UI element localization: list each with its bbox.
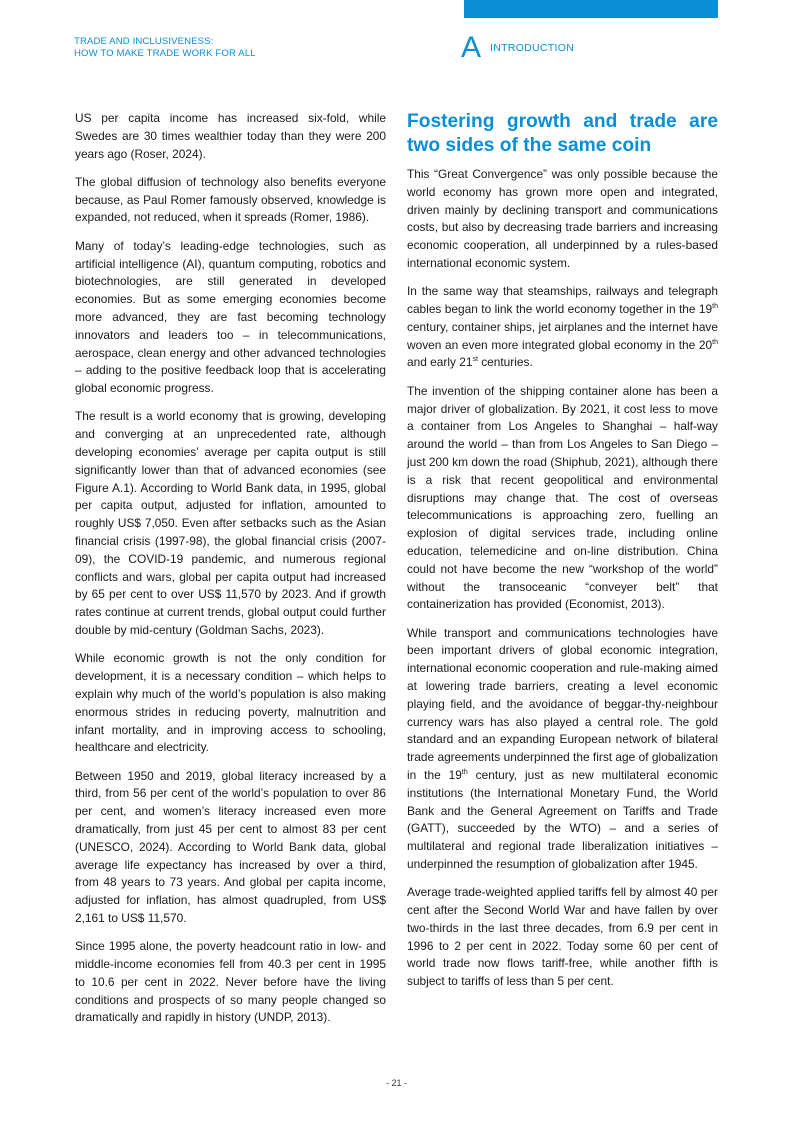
paragraph: The global diffusion of technology also benefits everyone because, as Paul Romer famously observed, knowledge is expanded, not reduced, when it spreads (Romer, 1986). (75, 174, 386, 225)
paragraph: The invention of the shipping container alone has been a major driver of globalization. By 2021, it cost less to move a container from Los Angeles to Shanghai – half-way around the world – than from Los Angeles to San Diego – just 200 km down the road (Shiphub, 2021), although there is a risk that recent geopolitical and environmental disruptions may change that. The cost of overseas telecommunications is approaching zero, fuelling an explosion of digital services trade, including online education, telemedicine and on-line distribution. China could not have become the new “workshop of the world” without the transoceanic “conveyer belt” that containerization has provided (Economist, 2013). (407, 383, 718, 612)
paragraph: Many of today’s leading-edge technologies, such as artificial intelligence (AI), quantum computing, robotics and biotechnologies, are still generated in developed economies. But as some emerging economies become more advanced, they are fast becoming technology innovators and leaders too – in telecommunications, aerospace, clean energy and other advanced technologies – adding to the positive feedback loop that is accelerating global economic progress. (75, 238, 386, 396)
right-column (407, 110, 718, 1002)
left-column (75, 110, 386, 1038)
text-run: centuries. (477, 355, 533, 370)
report-title-line-1: TRADE AND INCLUSIVENESS: (74, 36, 214, 47)
header-accent-bar (464, 0, 718, 18)
text-run: and early 21 (407, 355, 473, 370)
paragraph: The result is a world economy that is growing, developing and converging at an unprecedented rate, although developing economies’ average per capita output is still significantly lower than that of advanced economies (see Figure A.1). According to World Bank data, in 1995, global per capita output, adjusted for inflation, amounted to roughly US$ 7,050. Even after setbacks such as the Asian financial crisis (1997-98), the global financial crisis (2007-09), the COVID-19 pandemic, and numerous regional conflicts and wars, global per capita output had increased by 65 per cent to over US$ 11,570 by 2023. And if growth rates continue at current trends, global output could further double by mid-century (Goldman Sachs, 2023). (75, 409, 386, 638)
text-run: century, container ships, jet airplanes and the internet have woven an even more integrated global economy in the 20 (407, 319, 718, 352)
superscript: th (461, 769, 468, 777)
paragraph: This “Great Convergence” was only possible because the world economy has grown more open and integrated, driven mainly by declining transport and communications costs, but also by decreasing trade barriers and increasing economic cooperation, all underpinned by a rules-based international economic system. (407, 167, 718, 270)
report-title (74, 36, 256, 60)
report-title-line-2: HOW TO MAKE TRADE WORK FOR ALL (74, 48, 256, 59)
section-letter: A (461, 31, 482, 64)
paragraph: While economic growth is not the only condition for development, it is a necessary condition – which helps to explain why much of the world’s population is also making enormous strides in reducing poverty, malnutrition and infant mortality, and in improving access to schooling, healthcare and electricity. (75, 651, 386, 755)
text-run: century, just as new multilateral economic institutions (the International Monetary Fund, the World Bank and the General Agreement on Tariffs and Trade (GATT), succeeded by the WTO) – and a series of multilateral and regional trade liberalization initiatives – underpinned the resumption of globalization after 1945. (407, 768, 718, 871)
text-run: In the same way that steamships, railways and telegraph cables began to link the world economy together in the 19 (407, 284, 718, 317)
paragraph (407, 283, 718, 372)
section-name: INTRODUCTION (490, 42, 575, 54)
paragraph: Since 1995 alone, the poverty headcount ratio in low- and middle-income economies fell from 40.3 per cent in 1995 to 10.6 per cent in 2022. Never before have the living conditions and prospects of so many people changed so dramatically and rapidly in history (UNDP, 2013). (75, 939, 386, 1025)
text-run: While transport and communications technologies have been important drivers of global economic integration, international economic cooperation and rule-making aimed at lowering trade barriers, creating a level economic playing field, and the avoidance of beggar-thy-neighbour currency wars has also played a central role. The gold standard and an expanding European network of bilateral trade agreements underpinned the first age of globalization in the 19 (407, 625, 718, 782)
paragraph: Average trade-weighted applied tariffs fell by almost 40 per cent after the Second World War and have fallen by over two-thirds in the last three decades, from 6.9 per cent in 1996 to 2 per cent in 2022. Today some 60 per cent of world trade now flows tariff-free, while another fifth is subject to tariffs of less than 5 per cent. (407, 885, 718, 989)
section-heading: Fostering growth and trade are two sides of the same coin (407, 111, 718, 156)
paragraph: Between 1950 and 2019, global literacy increased by a third, from 56 per cent of the world’s population to over 86 per cent, and women’s literacy increased even more dramatically, from just 45 per cent to almost 83 per cent (UNESCO, 2024). According to World Bank data, global average life expectancy has increased by over a third, from 48 years to 73 years. And global per capita income, adjusted for inflation, has almost quadrupled, from US$ 2,161 to US$ 11,570. (75, 768, 386, 925)
paragraph (407, 625, 718, 874)
paragraph: US per capita income has increased six-fold, while Swedes are 30 times wealthier today than they were 200 years ago (Roser, 2024). (75, 111, 386, 161)
page-number: - 21 - (385, 1078, 407, 1088)
superscript: st (472, 356, 478, 364)
superscript: th (712, 303, 718, 311)
superscript: th (712, 338, 718, 346)
